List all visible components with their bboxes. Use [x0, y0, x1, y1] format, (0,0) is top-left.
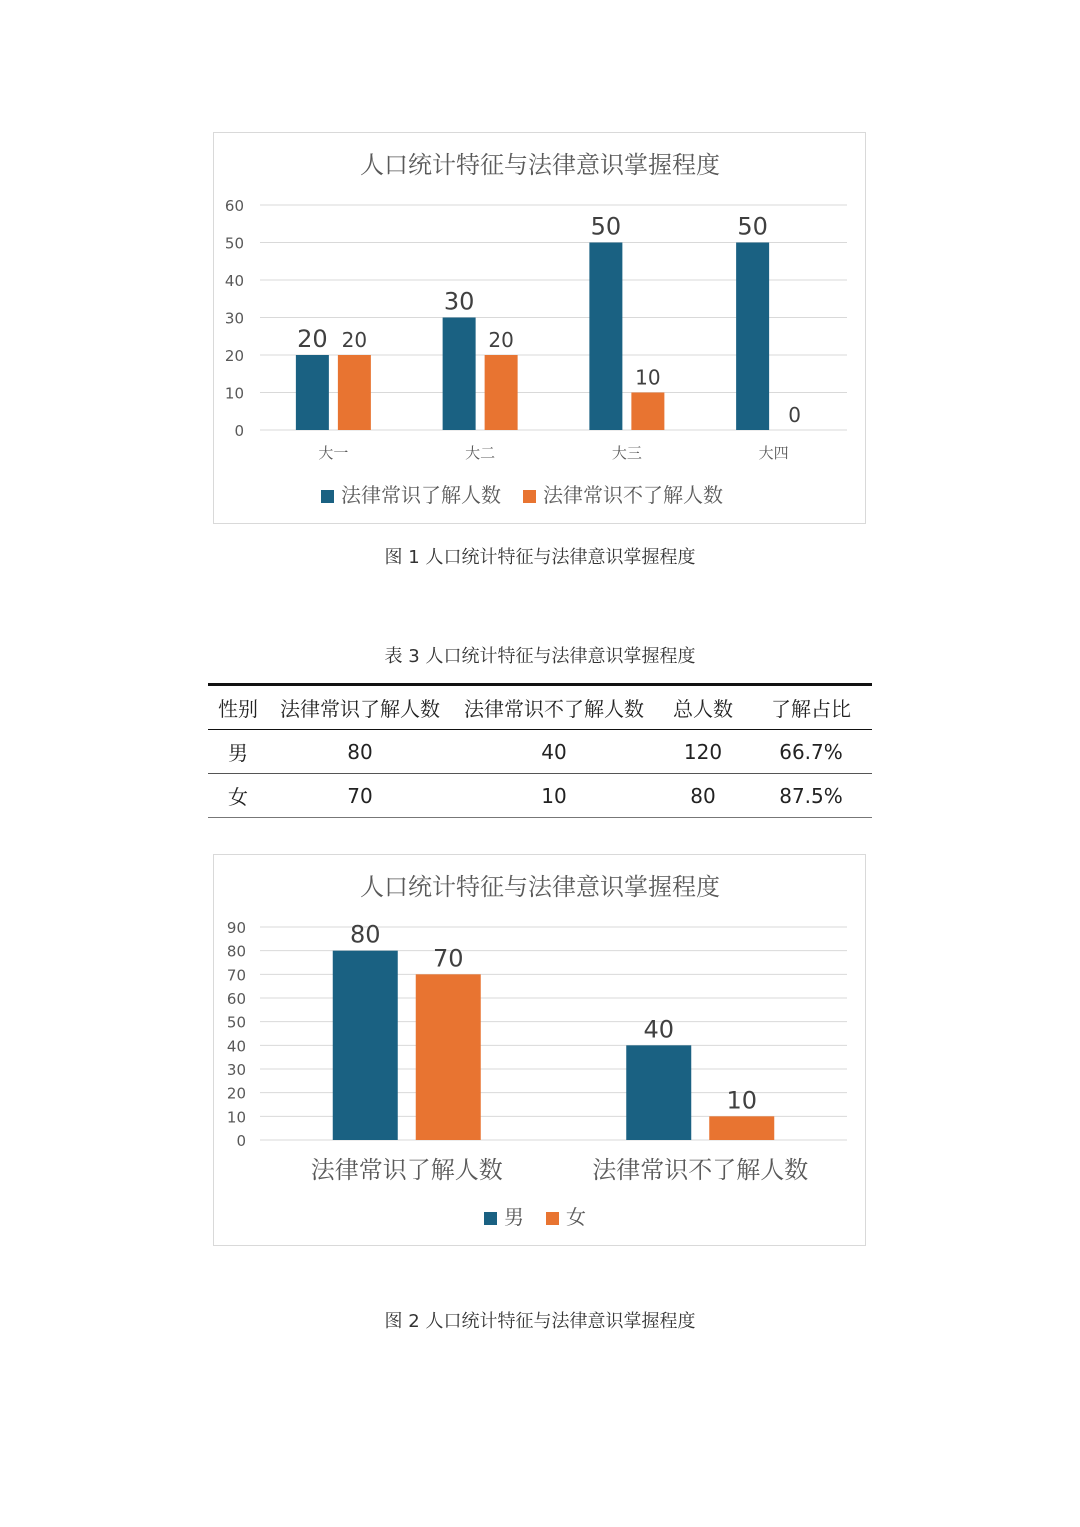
bar: [416, 974, 481, 1140]
x-category-label: 大四: [758, 444, 789, 462]
table-header-row: [208, 685, 872, 730]
cell-aware: 80: [268, 730, 452, 774]
chart-title: 人口统计特征与法律意识掌握程度: [360, 873, 720, 901]
bar: [338, 355, 371, 430]
cell-gender: 男: [208, 730, 268, 774]
data-label: 70: [432, 944, 464, 973]
bar: [485, 355, 518, 430]
y-tick-label: 0: [236, 1132, 246, 1150]
bar: [736, 243, 769, 431]
y-tick-label: 50: [224, 234, 244, 253]
data-label: 80: [349, 920, 381, 949]
y-tick-label: 40: [224, 272, 244, 290]
x-category-label: 法律常识不了解人数: [592, 1156, 809, 1184]
legend-label: 女: [566, 1205, 586, 1229]
data-label: 0: [788, 403, 801, 427]
cell-aware: 70: [268, 774, 452, 818]
y-tick-label: 60: [224, 197, 244, 215]
bar: [333, 951, 398, 1140]
chart-1: [213, 132, 866, 524]
chart-title: 人口统计特征与法律意识掌握程度: [360, 151, 720, 179]
bar: [296, 355, 329, 430]
header-ratio: 了解占比: [750, 685, 872, 730]
cell-gender: 女: [208, 774, 268, 818]
y-tick-label: 70: [226, 966, 246, 985]
y-tick-label: 20: [226, 1084, 246, 1103]
chart-2: [213, 854, 866, 1246]
legend-swatch: [523, 490, 536, 503]
chart-1-svg: [214, 133, 867, 525]
y-tick-label: 90: [226, 919, 246, 937]
x-category-label: 大一: [318, 444, 349, 462]
data-label: 10: [635, 365, 661, 390]
data-label: 30: [443, 287, 475, 316]
bar: [443, 318, 476, 431]
bar: [626, 1045, 691, 1140]
y-tick-label: 10: [226, 1108, 246, 1127]
cell-unaware: 40: [452, 730, 656, 774]
bar: [589, 243, 622, 431]
y-tick-label: 0: [234, 422, 244, 440]
y-tick-label: 10: [224, 384, 244, 403]
legend-label: 法律常识了解人数: [341, 483, 501, 507]
header-total: 总人数: [656, 685, 750, 730]
legend-swatch: [321, 490, 334, 503]
data-label: 50: [590, 212, 622, 241]
data-label: 20: [297, 325, 328, 353]
figure-1-caption: 图 1 人口统计特征与法律意识掌握程度: [384, 547, 696, 568]
legend-label: 法律常识不了解人数: [543, 483, 723, 507]
data-label: 50: [737, 212, 768, 241]
y-tick-label: 30: [224, 309, 244, 328]
legend-swatch: [546, 1212, 559, 1225]
cell-total: 120: [656, 730, 750, 774]
data-label: 10: [726, 1086, 758, 1115]
legend-swatch: [484, 1212, 497, 1225]
y-tick-label: 60: [226, 990, 246, 1008]
cell-total: 80: [656, 774, 750, 818]
table-row: [208, 730, 872, 774]
x-category-label: 法律常识了解人数: [310, 1156, 503, 1184]
data-label: 20: [488, 328, 514, 352]
header-aware: 法律常识了解人数: [268, 685, 452, 730]
cell-ratio: 66.7%: [750, 730, 872, 774]
header-gender: 性别: [208, 685, 268, 730]
y-tick-label: 40: [226, 1037, 246, 1056]
table-caption: 表 3 人口统计特征与法律意识掌握程度: [384, 646, 696, 667]
data-label: 20: [341, 328, 368, 352]
bar: [631, 393, 664, 431]
y-tick-label: 80: [226, 942, 246, 961]
y-tick-label: 30: [226, 1061, 246, 1079]
cell-ratio: 87.5%: [750, 774, 872, 818]
x-category-label: 大二: [465, 444, 496, 462]
data-label: 40: [643, 1015, 675, 1044]
x-category-label: 大三: [611, 444, 642, 462]
y-tick-label: 50: [226, 1013, 246, 1032]
bar: [709, 1116, 774, 1140]
legend-label: 男: [504, 1205, 524, 1229]
table-row: [208, 774, 872, 818]
cell-unaware: 10: [452, 774, 656, 818]
y-tick-label: 20: [224, 347, 244, 365]
stats-table: [208, 683, 872, 818]
figure-2-caption: 图 2 人口统计特征与法律意识掌握程度: [384, 1311, 696, 1332]
chart-2-svg: [214, 855, 867, 1247]
header-unaware: 法律常识不了解人数: [452, 685, 656, 730]
